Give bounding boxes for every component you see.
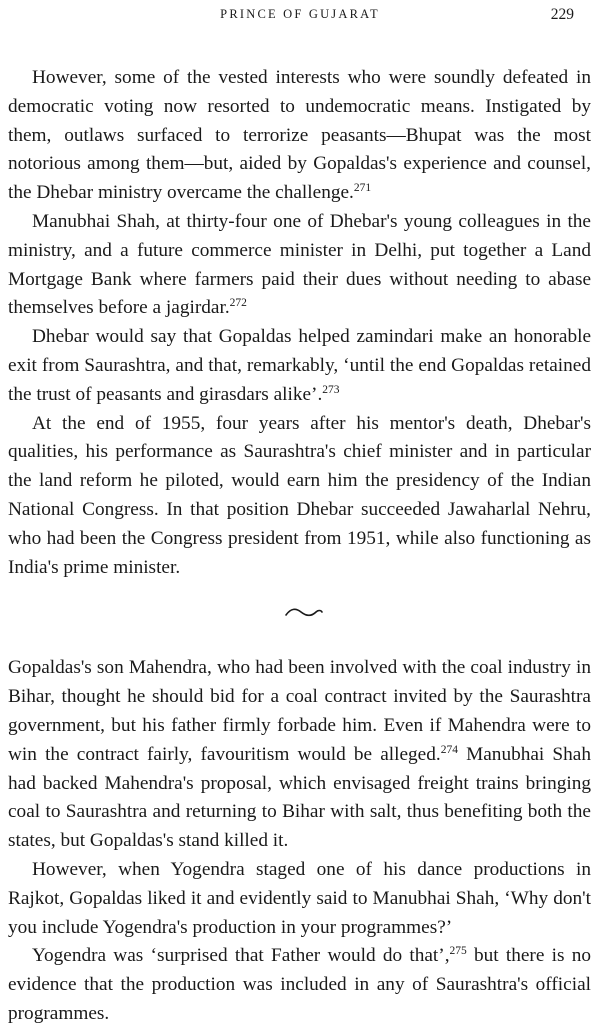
- footnote-marker: 272: [229, 297, 247, 310]
- footnote-marker: 274: [440, 743, 458, 756]
- running-head: [0, 6, 600, 26]
- paragraph-text: Manubhai Shah, at thirty-four one of Dhebar's young colleagues in the ministry, and a future commerce minister in Delhi, put together a Land Mortgage Bank where farmers paid their dues without needing to abase themselves before a jagirdar.: [8, 210, 591, 319]
- body-text: [8, 64, 591, 1029]
- paragraph: [8, 942, 591, 1028]
- footnote-marker: 271: [353, 182, 372, 195]
- paragraph: [8, 856, 591, 942]
- swash-ornament-icon: [284, 606, 324, 620]
- paragraph: [8, 323, 591, 409]
- paragraph-text: Yogendra was ‘surprised that Father would do that’,: [32, 945, 450, 967]
- footnote-marker: 275: [449, 945, 467, 958]
- paragraph: [8, 410, 591, 583]
- paragraph-text: However, when Yogendra staged one of his dance productions in Rajkot, Gopaldas liked it and evidently said to Manubhai Shah, ‘Why don't you include Yogendra's production in your programmes?’: [8, 858, 591, 938]
- section-break: [8, 582, 591, 654]
- paragraph-text: However, some of the vested interests who were soundly defeated in democratic voting now resorted to undemocratic means. Instigated by them, outlaws surfaced to terrorize peasants—Bhupat was the most notorious among them—but, aided by Gopaldas's experience and counsel, the Dhebar ministry overcame the challenge.: [8, 67, 591, 204]
- page-number: 229: [550, 6, 574, 23]
- paragraph-text: Gopaldas's son Mahendra, who had been involved with the coal industry in Bihar, thought he should bid for a coal contract invited by the Saurashtra government, but his father firmly forbade him. Even if Mahendra were to win the contract fairly, favouritism would be alleged.: [8, 657, 591, 765]
- paragraph: [8, 64, 591, 208]
- paragraph-text: Dhebar would say that Gopaldas helped zamindari make an honorable exit from Saurashtra, and that, remarkably, ‘until the end Gopaldas retained the trust of peasants and girasdars alike’.: [8, 326, 591, 405]
- paragraph: [8, 654, 591, 856]
- footnote-marker: 273: [322, 383, 340, 396]
- paragraph-text: Manubhai Shah had backed Mahendra's proposal, which envisaged freight trains bringing coal to Saurashtra and returning to Bihar with salt, thus benefiting both the states, but Gopaldas's stand killed it.: [8, 743, 591, 852]
- paragraph-text: but there is no evidence that the production was included in any of Saurashtra's official programmes.: [8, 945, 591, 1024]
- paragraph-text: At the end of 1955, four years after his mentor's death, Dhebar's qualities, his performance as Saurashtra's chief minister and in particular the land reform he piloted, would earn him the presidency of the Indian National Congress. In that position Dhebar succeeded Jawaharlal Nehru, who had been the Congress president from 1951, while also functioning as India's prime minister.: [8, 412, 591, 578]
- running-title: PRINCE OF GUJARAT: [220, 7, 380, 21]
- paragraph: [8, 208, 591, 323]
